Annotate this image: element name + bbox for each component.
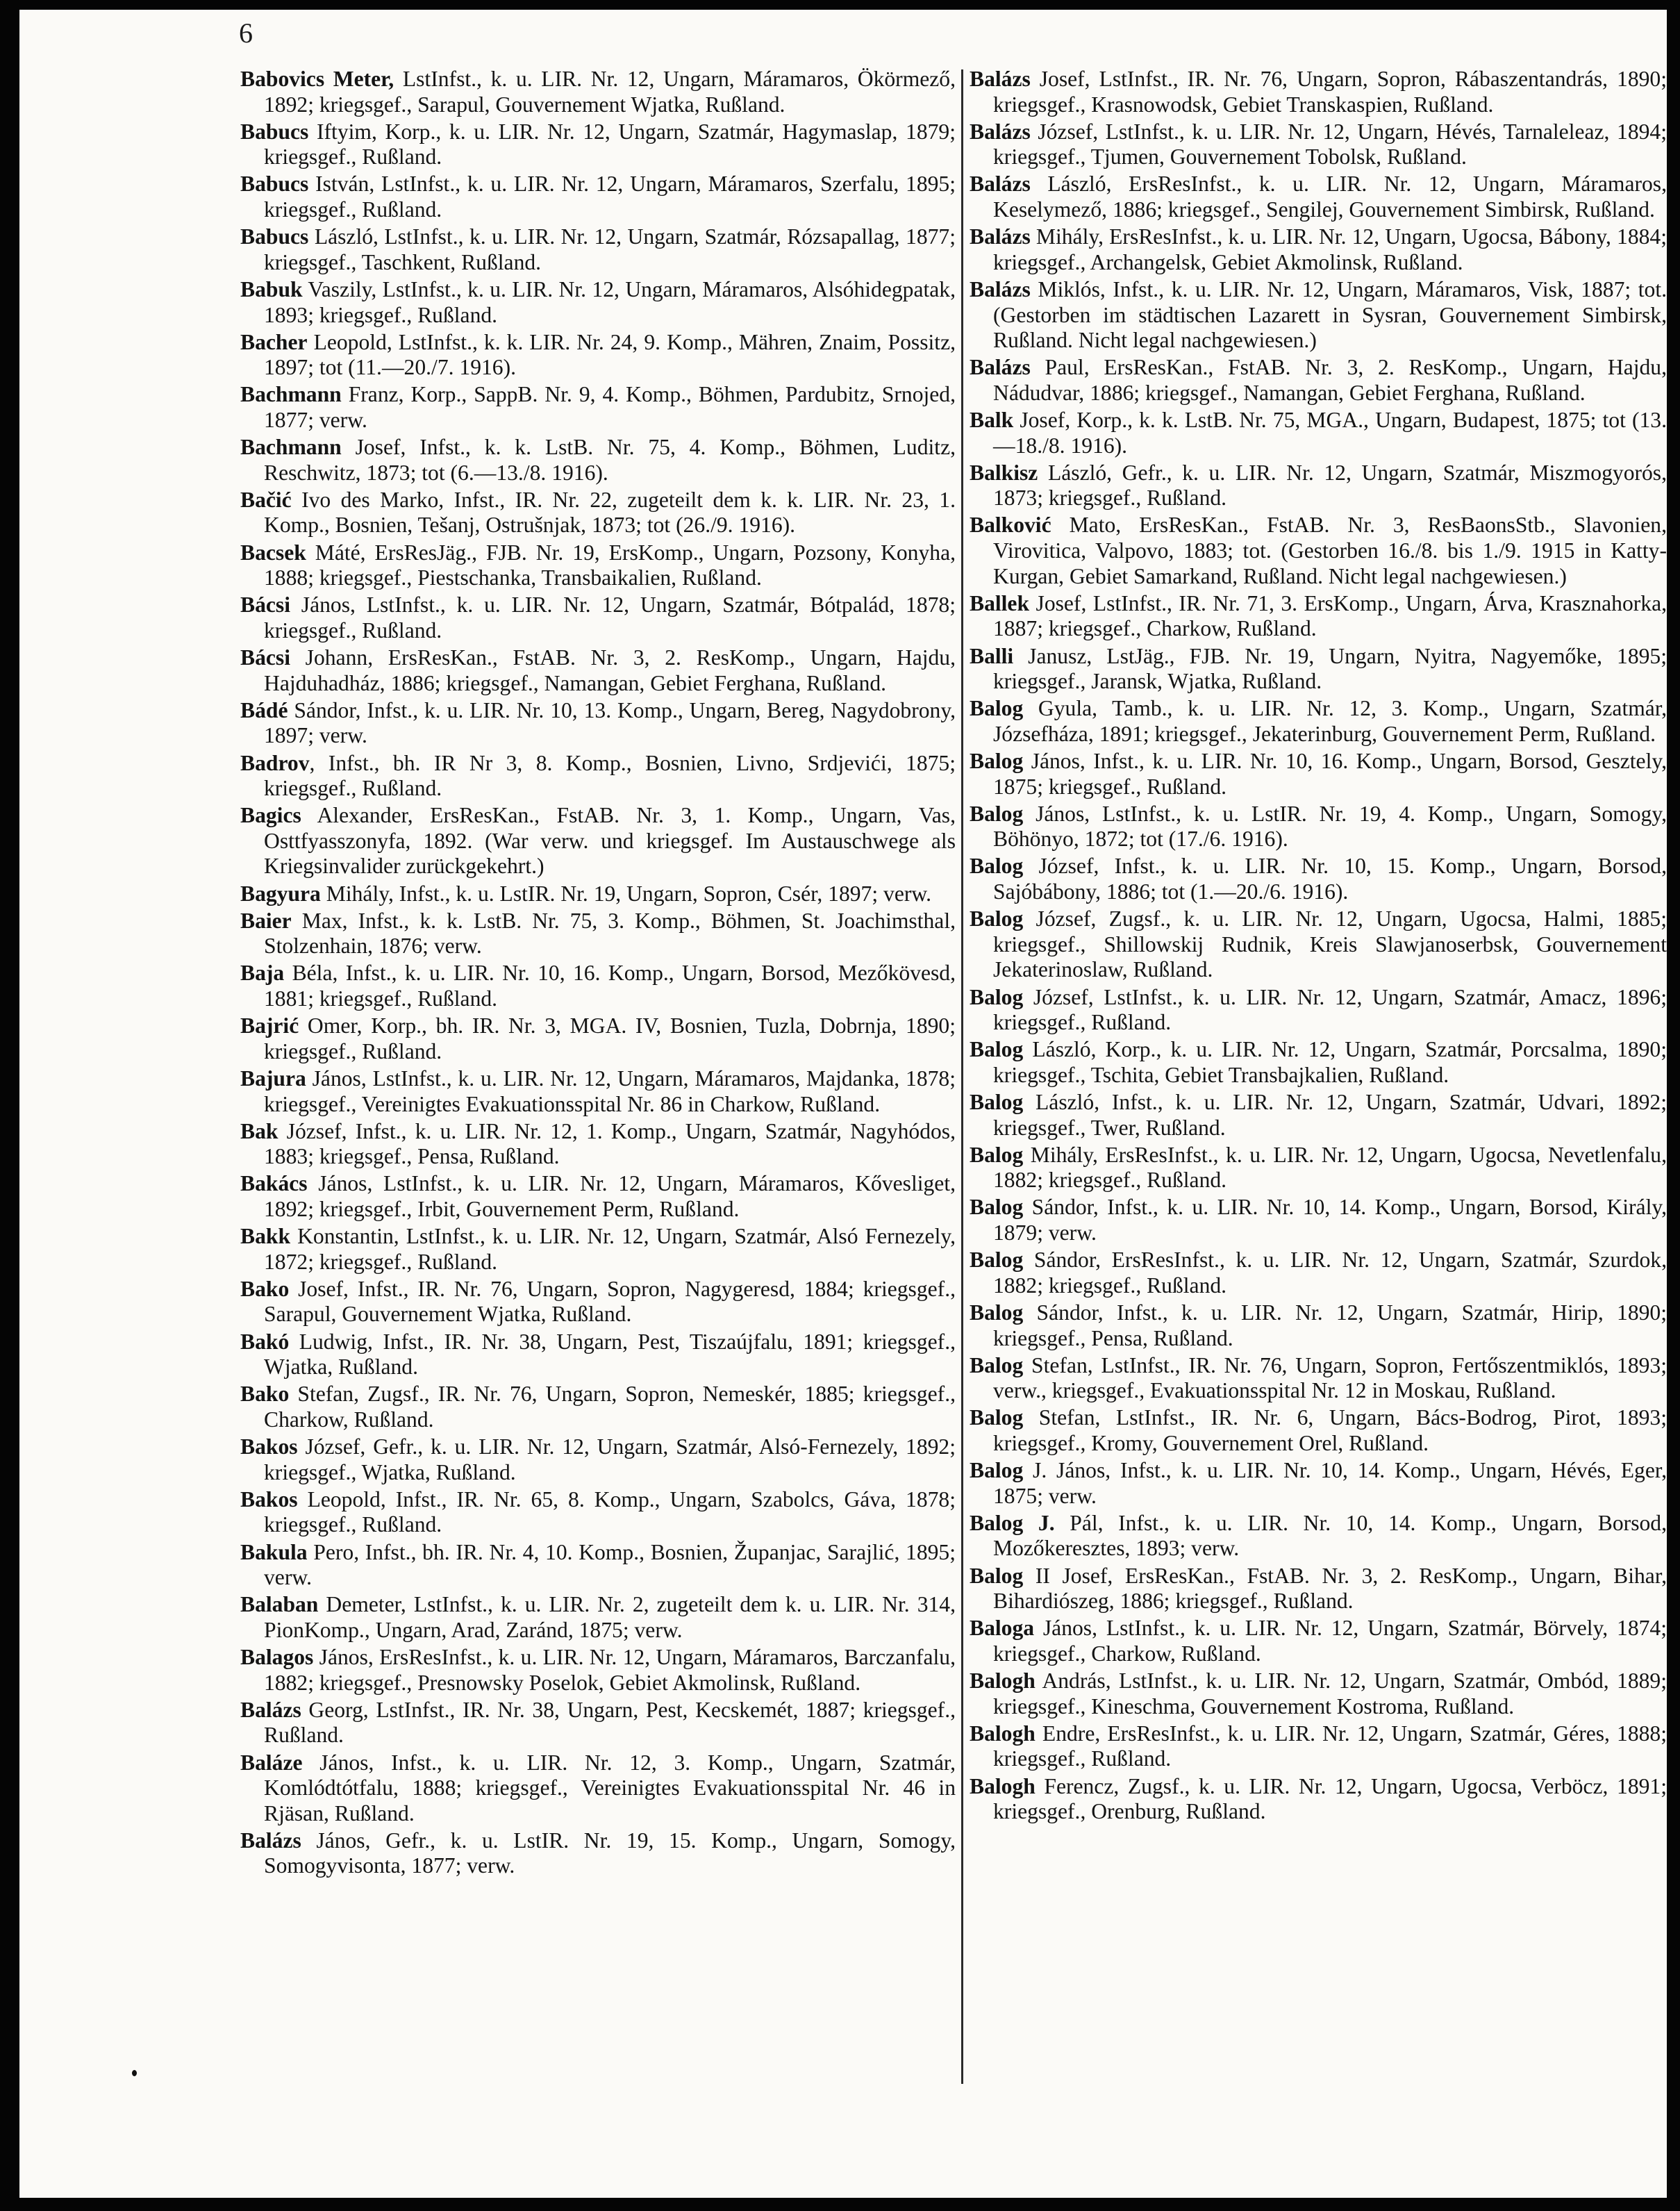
entry-surname: Bachmann — [240, 382, 342, 407]
entry-surname: Balog — [970, 749, 1024, 773]
entry-surname: Balázs — [970, 172, 1031, 197]
entry-surname: Baja — [240, 961, 285, 986]
list-entry — [970, 1037, 1667, 1088]
entry-details: Stefan, Zugsf., IR. Nr. 76, Ungarn, Sopron, Nemeskér, 1885; kriegsgef., Charkow, Rußland. — [264, 1382, 956, 1432]
entry-surname: Balázs — [970, 276, 1031, 301]
entry-surname: Bakos — [240, 1434, 298, 1459]
entry-details: Iftyim, Korp., k. u. LIR. Nr. 12, Ungarn, Szatmár, Hagymaslap, 1879; kriegsgef., Rußland. — [264, 119, 956, 169]
entry-details: Mato, ErsResKan., FstAB. Nr. 3, ResBaonsStb., Slavonien, Virovitica, Valpovo, 1883; tot. (Gestorben 16./8. bis 1./9. 1915 in Katty-Kurgan, Gebiet Samarkand, Rußland. Nicht legal nachgewiesen.) — [993, 513, 1667, 588]
entry-surname: Bachmann — [240, 435, 342, 460]
entry-details: József, Infst., k. u. LIR. Nr. 10, 15. Komp., Ungarn, Borsod, Sajóbábony, 1886; tot (1.—20./6. 1916). — [993, 854, 1667, 904]
entry-surname: Bakács — [240, 1171, 308, 1196]
entry-surname: Balagos — [240, 1645, 314, 1670]
entry-details: Alexander, ErsResKan., FstAB. Nr. 3, 1. Komp., Ungarn, Vas, Osttfyasszonyfa, 1892. (War verw. und kriegsgef. Im Austauschwege als Kriegsinvalider zurückgekehrt.) — [264, 803, 956, 879]
list-entry — [970, 1458, 1667, 1509]
entry-surname: Bádé — [240, 697, 288, 722]
list-entry — [240, 909, 956, 959]
entry-surname: Bacsek — [240, 540, 306, 565]
entry-details: Konstantin, LstInfst., k. u. LIR. Nr. 12, Ungarn, Szatmár, Alsó Fernezely, 1872; kriegsgef., Rußland. — [264, 1224, 956, 1274]
list-entry — [240, 1750, 956, 1827]
list-entry — [240, 1066, 956, 1117]
right-column — [970, 67, 1667, 2178]
entry-details: Franz, Korp., SappB. Nr. 9, 4. Komp., Böhmen, Pardubitz, Srnojed, 1877; verw. — [264, 382, 956, 432]
list-entry — [970, 1405, 1667, 1456]
entry-details: Pál, Infst., k. u. LIR. Nr. 10, 14. Komp., Ungarn, Borsod, Mozőkeresztes, 1893; verw. — [993, 1510, 1667, 1561]
list-entry — [240, 1540, 956, 1591]
list-entry — [970, 1616, 1667, 1666]
list-entry — [970, 119, 1667, 170]
list-entry — [240, 1171, 956, 1222]
list-entry — [970, 408, 1667, 458]
entry-details: II Josef, ErsResKan., FstAB. Nr. 3, 2. ResKomp., Ungarn, Bihar, Bihardiószeg, 1886; kriegsgef., Rußland. — [993, 1563, 1667, 1614]
list-entry — [240, 488, 956, 538]
entry-details: Mihály, ErsResInfst., k. u. LIR. Nr. 12, Ungarn, Ugocsa, Nevetlenfalu, 1882; kriegsgef., Rußland. — [993, 1142, 1667, 1193]
entry-surname: Balog — [970, 1405, 1024, 1430]
entry-details: Mihály, Infst., k. u. LstIR. Nr. 19, Ungarn, Sopron, Csér, 1897; verw. — [320, 881, 932, 906]
entry-details: Sándor, ErsResInfst., k. u. LIR. Nr. 12, Ungarn, Szatmár, Szurdok, 1882; kriegsgef., Rußland. — [993, 1248, 1667, 1298]
entry-surname: Babucs — [240, 224, 309, 249]
entry-details: Josef, LstInfst., IR. Nr. 76, Ungarn, Sopron, Rábaszentandrás, 1890; kriegsgef., Krasnowodsk, Gebiet Transkaspien, Rußland. — [993, 67, 1667, 117]
entry-details: László, ErsResInfst., k. u. LIR. Nr. 12, Ungarn, Máramaros, Keselymező, 1886; kriegsgef., Sengilej, Gouvernement Simbirsk, Rußland. — [993, 172, 1667, 222]
entry-surname: Balk — [970, 408, 1014, 432]
list-entry — [240, 1592, 956, 1643]
list-entry — [970, 749, 1667, 800]
entry-surname: Bakk — [240, 1224, 291, 1249]
list-entry — [970, 854, 1667, 904]
entry-surname: Babucs — [240, 172, 309, 197]
entry-details: László, Infst., k. u. LIR. Nr. 12, Ungarn, Szatmár, Udvari, 1892; kriegsgef., Twer, Rußland. — [993, 1090, 1667, 1140]
entry-details: Mihály, ErsResInfst., k. u. LIR. Nr. 12, Ungarn, Ugocsa, Bábony, 1884; kriegsgef., Archangelsk, Gebiet Akmolinsk, Rußland. — [993, 224, 1667, 274]
entry-details: Omer, Korp., bh. IR. Nr. 3, MGA. IV, Bosnien, Tuzla, Dobrnja, 1890; kriegsgef., Rußland. — [264, 1013, 956, 1063]
entry-details: János, ErsResInfst., k. u. LIR. Nr. 12, Ungarn, Máramaros, Barczanfalu, 1882; kriegsgef., Presnowsky Poselok, Gebiet Akmolinsk, Rußland. — [264, 1645, 956, 1695]
entry-surname: Balog — [970, 1037, 1024, 1062]
entry-surname: Balog — [970, 696, 1024, 721]
entry-surname: Balog — [970, 984, 1024, 1009]
entry-details: Sándor, Infst., k. u. LIR. Nr. 12, Ungarn, Szatmár, Hirip, 1890; kriegsgef., Pensa, Rußland. — [993, 1300, 1667, 1350]
entry-surname: Balli — [970, 643, 1014, 668]
list-entry — [970, 461, 1667, 511]
entry-surname: Babucs — [240, 119, 309, 144]
entry-surname: Baloga — [970, 1616, 1035, 1641]
entry-surname: Balog — [970, 906, 1024, 931]
list-entry — [970, 67, 1667, 117]
entry-details: János, LstInfst., k. u. LIR. Nr. 12, Ungarn, Szatmár, Bótpalád, 1878; kriegsgef., Rußland. — [264, 593, 956, 643]
list-entry — [970, 802, 1667, 852]
entry-surname: Bak — [240, 1118, 278, 1143]
entry-surname: Balázs — [970, 67, 1031, 91]
list-entry — [970, 1511, 1667, 1562]
entry-surname: Babuk — [240, 276, 303, 301]
entry-details: Georg, LstInfst., IR. Nr. 38, Ungarn, Pest, Kecskemét, 1887; kriegsgef., Rußland. — [264, 1697, 956, 1748]
entry-surname: Baier — [240, 908, 292, 933]
entry-details: István, LstInfst., k. u. LIR. Nr. 12, Ungarn, Máramaros, Szerfalu, 1895; kriegsgef., Rußland. — [264, 172, 956, 222]
entry-details: János, LstInfst., k. u. LstIR. Nr. 19, 4. Komp., Ungarn, Somogy, Böhönyo, 1872; tot (17./6. 1916). — [993, 801, 1667, 852]
list-entry — [970, 1353, 1667, 1404]
left-column — [240, 67, 956, 2178]
entry-surname: Bakula — [240, 1539, 308, 1564]
entry-surname: Balog — [970, 1195, 1024, 1220]
entry-surname: Bagyura — [240, 881, 321, 906]
list-entry — [970, 277, 1667, 354]
entry-details: János, Infst., k. u. LIR. Nr. 10, 16. Komp., Ungarn, Borsod, Gesztely, 1875; kriegsgef., Rußland. — [993, 749, 1667, 799]
entry-details: Max, Infst., k. k. LstB. Nr. 75, 3. Komp., Böhmen, St. Joachimsthal, Stolzenhain, 1876; verw. — [264, 908, 956, 959]
entry-details: Josef, Infst., k. k. LstB. Nr. 75, 4. Komp., Böhmen, Luditz, Reschwitz, 1873; tot (6.—13./8. 1916). — [264, 435, 956, 485]
entry-surname: Balog — [970, 1563, 1024, 1588]
entry-details: Leopold, LstInfst., k. k. LIR. Nr. 24, 9. Komp., Mähren, Znaim, Possitz, 1897; tot (11.—20./7. 1916). — [264, 329, 956, 380]
list-entry — [970, 1721, 1667, 1772]
entry-details: Josef, Korp., k. k. LstB. Nr. 75, MGA., Ungarn, Budapest, 1875; tot (13.—18./8. 1916). — [993, 408, 1667, 458]
entry-details: Janusz, LstJäg., FJB. Nr. 19, Ungarn, Nyitra, Nagyemőke, 1895; kriegsgef., Jaransk, Wjatka, Rußland. — [993, 643, 1667, 694]
entry-details: Gyula, Tamb., k. u. LIR. Nr. 12, 3. Komp., Ungarn, Szatmár, Józsefháza, 1891; kriegsgef., Jekaterinburg, Gouvernement Perm, Rußland. — [993, 696, 1667, 746]
entry-details: János, LstInfst., k. u. LIR. Nr. 12, Ungarn, Szatmár, Börvely, 1874; kriegsgef., Charkow, Rußland. — [993, 1616, 1667, 1666]
entry-details: LstInfst., k. u. LIR. Nr. 12, Ungarn, Máramaros, Ökörmező, 1892; kriegsgef., Sarapul, Gouvernement Wjatka, Rußland. — [264, 67, 956, 117]
entry-details: Ivo des Marko, Infst., IR. Nr. 22, zugeteilt dem k. k. LIR. Nr. 23, 1. Komp., Bosnien, Tešanj, Ostrušnjak, 1873; tot (26./9. 1916). — [264, 487, 956, 538]
entry-surname: Bajura — [240, 1066, 306, 1091]
entry-details: László, Gefr., k. u. LIR. Nr. 12, Ungarn, Szatmár, Miszmogyorós, 1873; kriegsgef., Rußland. — [993, 460, 1667, 511]
entry-details: József, Infst., k. u. LIR. Nr. 12, 1. Komp., Ungarn, Szatmár, Nagyhódos, 1883; kriegsgef., Pensa, Rußland. — [264, 1118, 956, 1169]
list-entry — [240, 330, 956, 381]
list-entry — [240, 1277, 956, 1327]
entry-surname: Balkisz — [970, 460, 1038, 485]
list-entry — [240, 881, 956, 907]
list-entry — [240, 961, 956, 1011]
list-entry — [970, 985, 1667, 1036]
entry-details: János, Gefr., k. u. LstIR. Nr. 19, 15. Komp., Ungarn, Somogy, Somogyvisonta, 1877; verw. — [264, 1828, 956, 1878]
list-entry — [970, 906, 1667, 983]
entry-surname: Balog J. — [970, 1510, 1055, 1535]
entry-surname: Baláze — [240, 1750, 303, 1775]
entry-surname: Bačić — [240, 487, 292, 512]
list-entry — [970, 1090, 1667, 1141]
entry-surname: Balog — [970, 1458, 1024, 1483]
list-entry — [970, 1774, 1667, 1825]
entry-surname: Bakó — [240, 1329, 290, 1354]
entry-details: András, LstInfst., k. u. LIR. Nr. 12, Ungarn, Szatmár, Ombód, 1889; kriegsgef., Kineschma, Gouvernement Kostroma, Rußland. — [993, 1668, 1667, 1719]
entry-details: László, LstInfst., k. u. LIR. Nr. 12, Ungarn, Szatmár, Rózsapallag, 1877; kriegsgef., Taschkent, Rußland. — [264, 224, 956, 274]
list-entry — [240, 1013, 956, 1064]
entry-surname: Balog — [970, 1300, 1024, 1325]
entry-details: Josef, Infst., IR. Nr. 76, Ungarn, Sopron, Nagygeresd, 1884; kriegsgef., Sarapul, Gouvernement Wjatka, Rußland. — [264, 1276, 956, 1327]
entry-details: Johann, ErsResKan., FstAB. Nr. 3, 2. ResKomp., Ungarn, Hajdu, Hajduhadház, 1886; kriegsgef., Namangan, Gebiet Ferghana, Rußland. — [264, 645, 956, 695]
entry-details: Sándor, Infst., k. u. LIR. Nr. 10, 14. Komp., Ungarn, Borsod, Király, 1879; verw. — [993, 1195, 1667, 1245]
entry-surname: Bakos — [240, 1487, 298, 1512]
entry-surname: Babovics Meter, — [240, 67, 394, 91]
entry-surname: Bako — [240, 1276, 290, 1301]
document-page — [19, 10, 1667, 2198]
entry-details: József, LstInfst., k. u. LIR. Nr. 12, Ungarn, Hévés, Tarnaleleaz, 1894; kriegsgef., Tjumen, Gouvernement Tobolsk, Rußland. — [993, 119, 1667, 169]
list-entry — [970, 696, 1667, 747]
entry-surname: Balog — [970, 1142, 1024, 1167]
entry-surname: Balázs — [970, 355, 1031, 380]
entry-surname: Balogh — [970, 1773, 1036, 1798]
entry-details: János, Infst., k. u. LIR. Nr. 12, 3. Komp., Ungarn, Szatmár, Komlódtótfalu, 1888; kriegsgef., Vereinigtes Evakuationsspital Nr. 46 in Rjäsan, Rußland. — [264, 1750, 956, 1825]
column-divider — [961, 69, 963, 2084]
entry-surname: Bako — [240, 1382, 290, 1407]
list-entry — [240, 645, 956, 696]
entry-details: József, Zugsf., k. u. LIR. Nr. 12, Ungarn, Ugocsa, Halmi, 1885; kriegsgef., Shillowskij Rudnik, Kreis Slawjanoserbsk, Gouvernement Jekaterinoslaw, Rußland. — [993, 906, 1667, 982]
list-entry — [240, 1224, 956, 1275]
list-entry — [240, 751, 956, 802]
list-entry — [240, 382, 956, 433]
entry-details: Vaszily, LstInfst., k. u. LIR. Nr. 12, Ungarn, Máramaros, Alsóhidegpatak, 1893; kriegsgef., Rußland. — [264, 276, 956, 327]
entry-surname: Balog — [970, 854, 1024, 879]
list-entry — [970, 1143, 1667, 1193]
list-entry — [970, 591, 1667, 642]
entry-details: János, LstInfst., k. u. LIR. Nr. 12, Ungarn, Máramaros, Majdanka, 1878; kriegsgef., Vereinigtes Evakuationsspital Nr. 86 in Charkow, Rußland. — [264, 1066, 956, 1116]
list-entry — [240, 1698, 956, 1748]
entry-details: Ferencz, Zugsf., k. u. LIR. Nr. 12, Ungarn, Ugocsa, Verböcz, 1891; kriegsgef., Orenburg, Rußland. — [993, 1773, 1667, 1824]
list-entry — [240, 277, 956, 328]
entry-surname: Bagics — [240, 803, 301, 828]
list-entry — [240, 172, 956, 222]
list-entry — [970, 1300, 1667, 1351]
list-entry — [240, 1434, 956, 1485]
entry-details: Stefan, LstInfst., IR. Nr. 76, Ungarn, Sopron, Fertőszentmiklós, 1893; verw., kriegsgef., Evakuationsspital Nr. 12 in Moskau, Rußland. — [993, 1352, 1667, 1403]
entry-surname: Bácsi — [240, 645, 290, 670]
entry-surname: Balogh — [970, 1668, 1036, 1694]
entry-surname: Balković — [970, 513, 1051, 538]
entry-details: Ludwig, Infst., IR. Nr. 38, Ungarn, Pest, Tiszaújfalu, 1891; kriegsgef., Wjatka, Rußland. — [264, 1329, 956, 1380]
entry-details: László, Korp., k. u. LIR. Nr. 12, Ungarn, Szatmár, Porcsalma, 1890; kriegsgef., Tschita, Gebiet Transbajkalien, Rußland. — [993, 1037, 1667, 1087]
entry-surname: Balázs — [970, 224, 1031, 249]
list-entry — [970, 1195, 1667, 1245]
list-entry — [970, 1564, 1667, 1614]
entry-surname: Balázs — [970, 119, 1031, 144]
list-entry — [240, 540, 956, 591]
entry-details: , Infst., bh. IR Nr 3, 8. Komp., Bosnien, Livno, Srdjevići, 1875; kriegsgef., Rußland. — [264, 750, 956, 801]
entry-details: Máté, ErsResJäg., FJB. Nr. 19, ErsKomp., Ungarn, Pozsony, Konyha, 1888; kriegsgef., Piestschanka, Transbaikalien, Rußland. — [264, 540, 956, 590]
entry-details: J. János, Infst., k. u. LIR. Nr. 10, 14. Komp., Ungarn, Hévés, Eger, 1875; verw. — [993, 1458, 1667, 1508]
entry-details: Leopold, Infst., IR. Nr. 65, 8. Komp., Ungarn, Szabolcs, Gáva, 1878; kriegsgef., Rußland. — [264, 1487, 956, 1537]
entry-surname: Balogh — [970, 1721, 1036, 1746]
list-entry — [240, 67, 956, 117]
entry-details: Béla, Infst., k. u. LIR. Nr. 10, 16. Komp., Ungarn, Borsod, Mezőkövesd, 1881; kriegsgef., Rußland. — [264, 961, 956, 1011]
list-entry — [240, 1119, 956, 1170]
list-entry — [240, 803, 956, 879]
entry-details: Miklós, Infst., k. u. LIR. Nr. 12, Ungarn, Máramaros, Visk, 1887; tot. (Gestorben im städtischen Lazarett in Sysran, Gouvernement Simbirsk, Rußland. Nicht legal nachgewiesen.) — [993, 276, 1667, 353]
list-entry — [970, 644, 1667, 695]
entry-surname: Bácsi — [240, 593, 290, 618]
entry-details: József, Gefr., k. u. LIR. Nr. 12, Ungarn, Szatmár, Alsó-Fernezely, 1892; kriegsgef., Wjatka, Rußland. — [264, 1434, 956, 1484]
list-entry — [240, 1382, 956, 1432]
entry-surname: Balog — [970, 801, 1024, 826]
list-entry — [970, 224, 1667, 275]
entry-surname: Balog — [970, 1090, 1024, 1114]
list-entry — [970, 355, 1667, 406]
list-entry — [970, 513, 1667, 589]
entry-surname: Badrov — [240, 750, 310, 775]
entry-details: Stefan, LstInfst., IR. Nr. 6, Ungarn, Bács-Bodrog, Pirot, 1893; kriegsgef., Kromy, Gouvernement Orel, Rußland. — [993, 1405, 1667, 1455]
entry-surname: Balázs — [240, 1697, 301, 1722]
entry-details: Endre, ErsResInfst., k. u. LIR. Nr. 12, Ungarn, Szatmár, Géres, 1888; kriegsgef., Rußland. — [993, 1721, 1667, 1771]
entry-details: Sándor, Infst., k. u. LIR. Nr. 10, 13. Komp., Ungarn, Bereg, Nagydobrony, 1897; verw. — [264, 697, 956, 748]
entry-surname: Balázs — [240, 1828, 301, 1853]
list-entry — [240, 593, 956, 643]
list-entry — [240, 1487, 956, 1538]
list-entry — [240, 435, 956, 486]
entry-surname: Bajrić — [240, 1013, 299, 1038]
entry-details: János, LstInfst., k. u. LIR. Nr. 12, Ungarn, Máramaros, Kővesliget, 1892; kriegsgef., Irbit, Gouvernement Perm, Rußland. — [264, 1171, 956, 1222]
entry-surname: Balog — [970, 1248, 1024, 1273]
entry-surname: Ballek — [970, 590, 1030, 615]
list-entry — [240, 119, 956, 170]
list-entry — [240, 224, 956, 275]
list-entry — [970, 1668, 1667, 1719]
entry-details: Josef, LstInfst., IR. Nr. 71, 3. ErsKomp., Ungarn, Árva, Krasznahorka, 1887; kriegsgef., Charkow, Rußland. — [993, 590, 1667, 641]
entry-details: Paul, ErsResKan., FstAB. Nr. 3, 2. ResKomp., Ungarn, Hajdu, Nádudvar, 1886; kriegsgef., Namangan, Gebiet Ferghana, Rußland. — [993, 355, 1667, 405]
entry-surname: Bacher — [240, 329, 308, 354]
list-entry — [240, 1645, 956, 1696]
entry-details: Pero, Infst., bh. IR. Nr. 4, 10. Komp., Bosnien, Županjac, Sarajlić, 1895; verw. — [264, 1539, 956, 1590]
list-entry — [970, 1248, 1667, 1298]
scan-speck — [132, 2070, 137, 2076]
list-entry — [240, 698, 956, 749]
entry-surname: Balog — [970, 1352, 1024, 1377]
entry-details: József, LstInfst., k. u. LIR. Nr. 12, Ungarn, Szatmár, Amacz, 1896; kriegsgef., Rußland. — [993, 984, 1667, 1035]
list-entry — [970, 172, 1667, 222]
entry-details: Demeter, LstInfst., k. u. LIR. Nr. 2, zugeteilt dem k. u. LIR. Nr. 314, PionKomp., Ungarn, Arad, Zaránd, 1875; verw. — [264, 1592, 956, 1642]
entry-surname: Balaban — [240, 1592, 319, 1617]
list-entry — [240, 1330, 956, 1380]
list-entry — [240, 1828, 956, 1879]
page-number: 6 — [239, 17, 253, 49]
